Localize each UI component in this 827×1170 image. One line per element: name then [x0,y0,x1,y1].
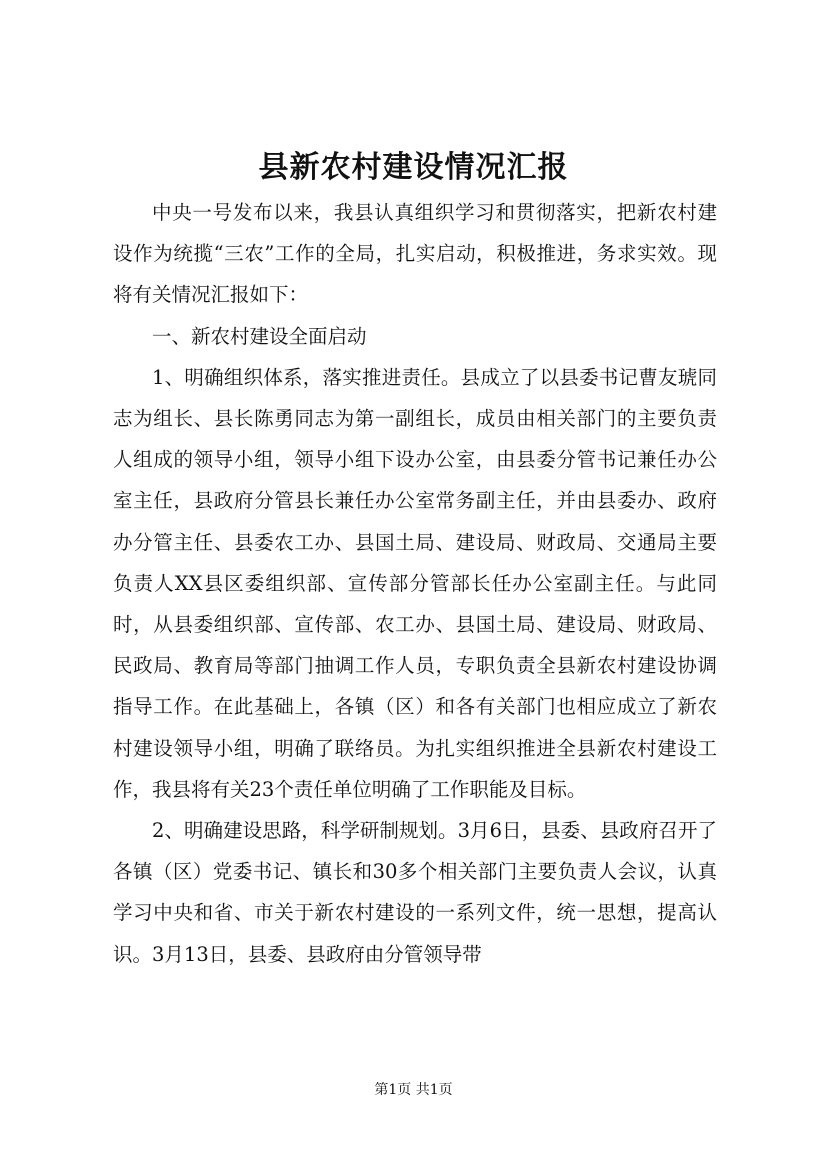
document-title: 县新农村建设情况汇报 [258,150,569,185]
paragraph-organization: 1、明确组织体系，落实推进责任。县成立了以县委书记曹友琥同志为组长、县长陈勇同志为第一副组长，成员由相关部门的主要负责人组成的领导小组，领导小组下设办公室，由县委分管书记兼任办公室主任，县政府分管县长兼任办公室常务副主任，并由县委办、政府办分管主任、县委农工办、县国土局、建设局、财政局、交通局主要负责人XX县区委组织部、宣传部分管部长任办公室副主任。与此同时，从县委组织部、宣传部、农工办、县国土局、建设局、财政局、民政局、教育局等部门抽调工作人员，专职负责全县新农村建设协调指导工作。在此基础上，各镇（区）和各有关部门也相应成立了新农村建设领导小组，明确了联络员。为扎实组织推进全县新农村建设工作，我县将有关23个责任单位明确了工作职能及目标。 [113,365,717,801]
document-body [113,192,717,975]
section-heading-1: 一、新农村建设全面启动 [152,324,367,348]
paragraph-intro: 中央一号发布以来，我县认真组织学习和贯彻落实，把新农村建设作为统揽“三农”工作的全局，扎实启动，积极推进，务求实效。现将有关情况汇报如下： [113,201,717,307]
page-footer: 第1页 共1页 [374,1082,453,1098]
paragraph-planning: 2、明确建设思路，科学研制规划。3月6日，县委、县政府召开了各镇（区）党委书记、镇长和30多个相关部门主要负责人会议，认真学习中央和省、市关于新农村建设的一系列文件，统一思想，提高认识。3月13日，县委、县政府由分管领导带 [113,819,717,966]
